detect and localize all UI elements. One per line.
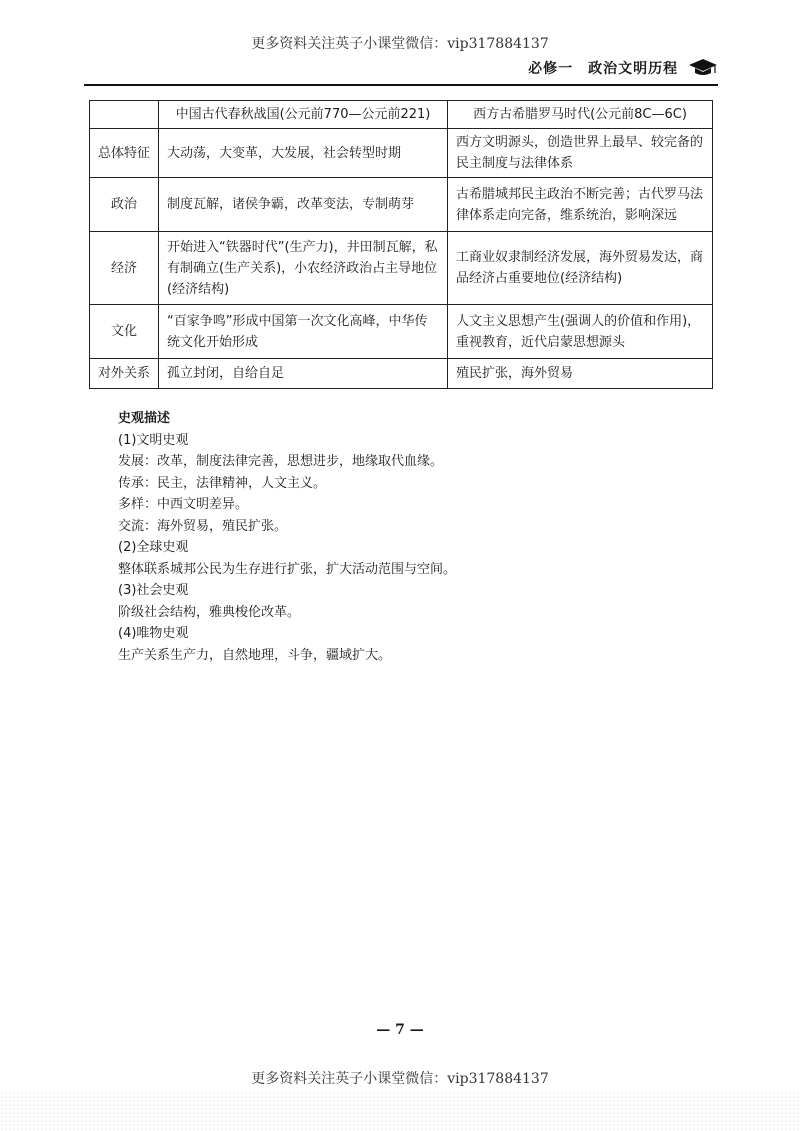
cell-west: 西方文明源头，创造世界上最早、较完备的民主制度与法律体系 xyxy=(448,129,713,178)
cell-china: “百家争鸣”形成中国第一次文化高峰，中华传统文化开始形成 xyxy=(159,305,448,359)
cell-china: 开始进入“铁器时代”(生产力)，井田制瓦解，私有制确立(生产关系)，小农经济政治占主导地位(经济结构) xyxy=(159,232,448,305)
section-line: 整体联系城邦公民为生存进行扩张，扩大活动范围与空间。 xyxy=(118,561,457,577)
row-category: 总体特征 xyxy=(90,129,159,178)
row-category: 文化 xyxy=(90,305,159,359)
cell-china: 孤立封闭，自给自足 xyxy=(159,359,448,389)
section-line: 生产关系生产力，自然地理，斗争，疆域扩大。 xyxy=(118,647,392,663)
table-row xyxy=(90,305,713,359)
header-rule xyxy=(84,84,718,86)
cell-west: 古希腊城邦民主政治不断完善；古代罗马法律体系走向完备，维系统治，影响深远 xyxy=(448,178,713,232)
page-number: — 7 — xyxy=(376,1022,424,1038)
section-line: 多样：中西文明差异。 xyxy=(118,497,249,512)
scan-noise xyxy=(0,1091,800,1131)
cell-china: 制度瓦解，诸侯争霸，改革变法，专制萌芽 xyxy=(159,178,448,232)
cell-china: 大动荡，大变革，大发展，社会转型时期 xyxy=(159,129,448,178)
table-row xyxy=(90,359,713,389)
table-row xyxy=(90,232,713,305)
cell-west: 人文主义思想产生(强调人的价值和作用)，重视教育，近代启蒙思想源头 xyxy=(448,305,713,359)
table-row xyxy=(90,178,713,232)
table-header-cell xyxy=(90,101,159,129)
page-header xyxy=(84,58,718,80)
cell-west: 殖民扩张，海外贸易 xyxy=(448,359,713,389)
section-line: 传承：民主，法律精神，人文主义。 xyxy=(118,475,327,491)
section-line: (4)唯物史观 xyxy=(118,626,189,641)
comparison-table xyxy=(89,100,713,389)
cell-west: 工商业奴隶制经济发展，海外贸易发达，商品经济占重要地位(经济结构) xyxy=(448,232,713,305)
section-line: 阶级社会结构，雅典梭伦改革。 xyxy=(118,604,301,620)
row-category: 政治 xyxy=(90,178,159,232)
header-subject: 必修一 政治文明历程 xyxy=(528,61,679,77)
row-category: 对外关系 xyxy=(90,359,159,389)
section-line: (3)社会史观 xyxy=(118,583,189,598)
watermark-bottom: 更多资料关注英子小课堂微信：vip317884137 xyxy=(251,1071,549,1087)
section-line: 发展：改革，制度法律完善，思想进步，地缘取代血缘。 xyxy=(118,454,444,469)
section-line: (1)文明史观 xyxy=(118,432,189,448)
table-header-row xyxy=(90,101,713,129)
table-row xyxy=(90,129,713,178)
section-title: 史观描述 xyxy=(118,411,171,426)
section-line: 交流：海外贸易，殖民扩张。 xyxy=(118,518,288,534)
history-views-section xyxy=(118,408,698,666)
graduation-cap-icon xyxy=(688,58,718,80)
section-line: (2)全球史观 xyxy=(118,540,189,555)
watermark-top: 更多资料关注英子小课堂微信：vip317884137 xyxy=(251,36,549,52)
row-category: 经济 xyxy=(90,232,159,305)
table-header-cell: 中国古代春秋战国(公元前770—公元前221) xyxy=(159,101,448,129)
table-header-cell: 西方古希腊罗马时代(公元前8C—6C) xyxy=(448,101,713,129)
